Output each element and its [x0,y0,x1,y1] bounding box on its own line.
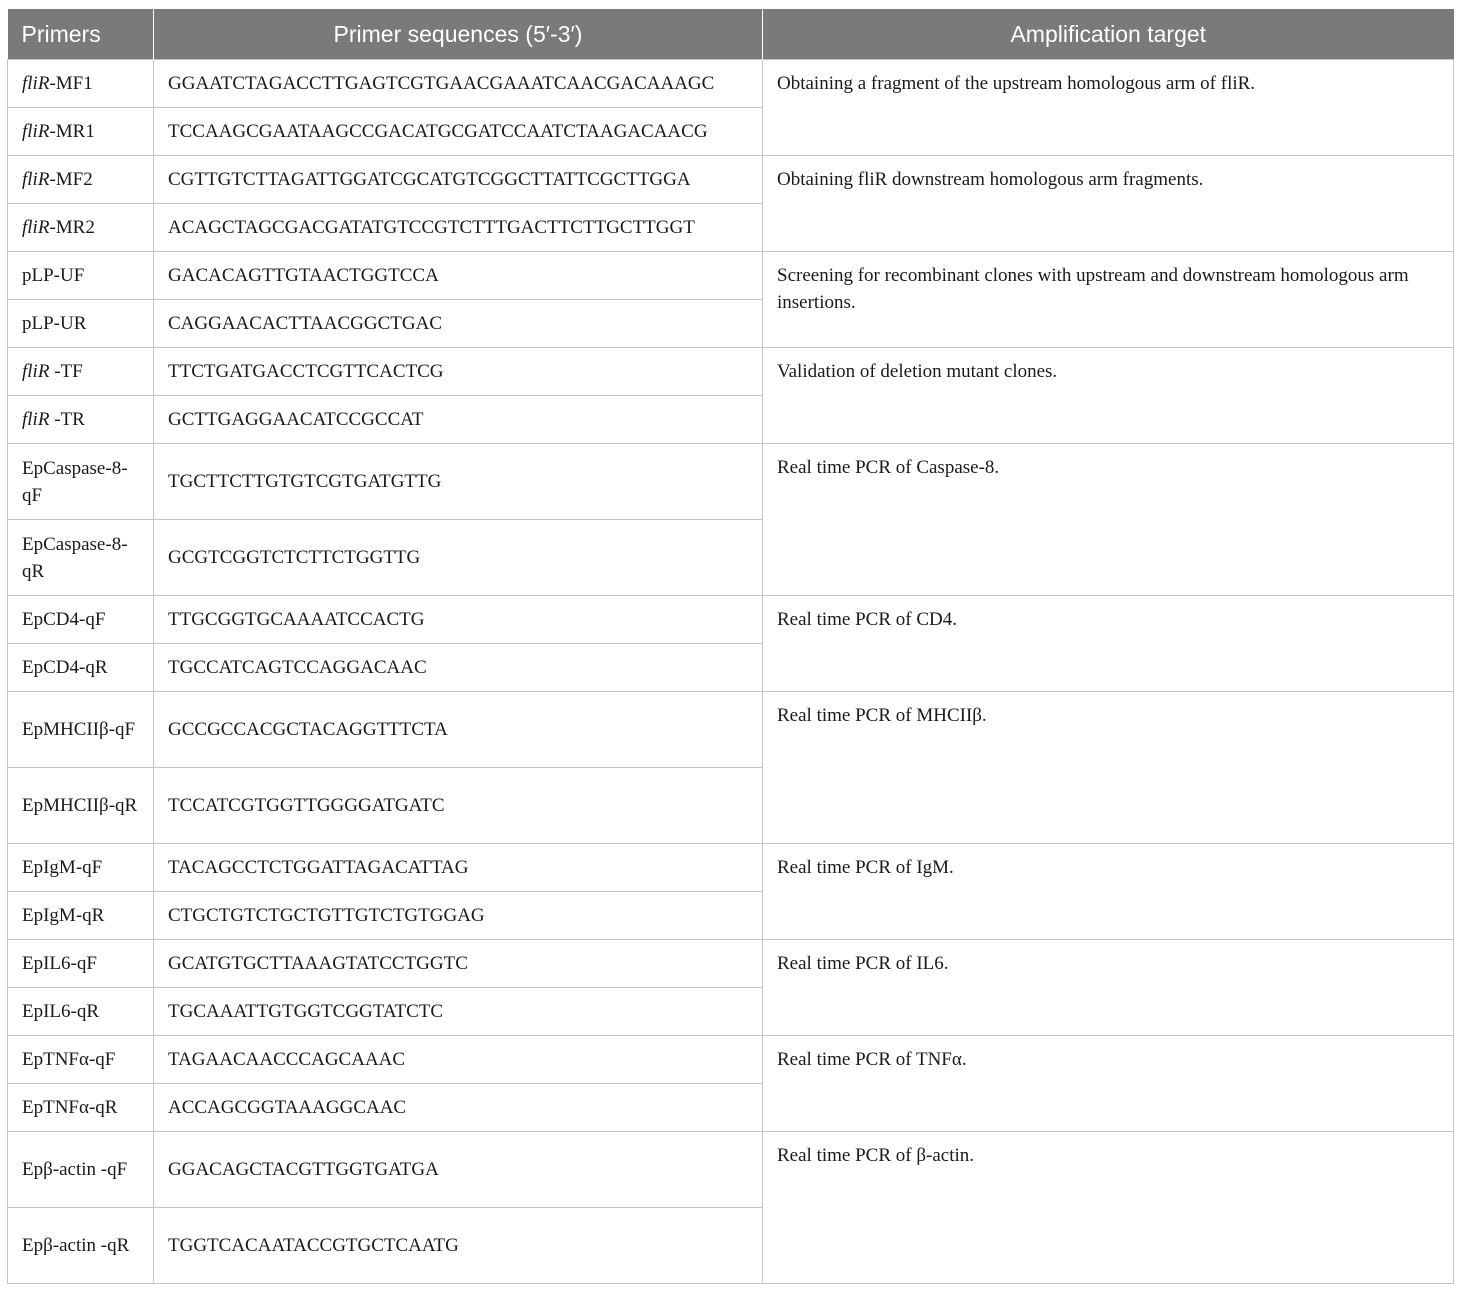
primer-name-suffix: EpMHCIIβ-qF [22,719,136,740]
amplification-target: Obtaining a fragment of the upstream homologous arm of fliR. [763,60,1454,156]
primer-name [8,108,154,156]
header-primers: Primers [8,9,154,60]
primer-sequence: GCATGTGCTTAAAGTATCCTGGTC [154,940,763,988]
primer-name-suffix: pLP-UF [22,265,85,286]
primer-name-suffix: EpCaspase-8-qR [22,533,128,582]
primer-name-suffix: Epβ-actin -qR [22,1235,130,1256]
primer-name [8,940,154,988]
primer-name-suffix: EpIL6-qF [22,953,97,974]
table-row [8,60,1454,108]
primer-name-suffix: EpIL6-qR [22,1001,100,1022]
primer-name [8,1036,154,1084]
primer-sequence: GGACAGCTACGTTGGTGATGA [154,1132,763,1208]
primer-name [8,1208,154,1284]
primer-name-gene: fliR [22,409,50,430]
primer-sequence: TAGAACAACCCAGCAAAC [154,1036,763,1084]
primer-table [7,9,1454,1284]
primer-name-suffix: -MR1 [49,121,95,142]
table-row [8,252,1454,300]
table-row [8,348,1454,396]
primer-name [8,1132,154,1208]
amplification-target: Real time PCR of Caspase-8. [763,444,1454,596]
table-row [8,444,1454,520]
primer-name [8,396,154,444]
primer-name [8,692,154,768]
primer-name-gene: fliR [22,169,50,190]
primer-name-suffix: EpCD4-qF [22,609,106,630]
table-row [8,1132,1454,1208]
primer-sequence: TGCAAATTGTGGTCGGTATCTC [154,988,763,1036]
primer-name-suffix: EpTNFα-qR [22,1097,118,1118]
primer-name-suffix: -MF1 [49,73,93,94]
primer-name-gene: fliR [22,217,50,238]
amplification-target: Real time PCR of CD4. [763,596,1454,692]
primer-sequence: GCGTCGGTCTCTTCTGGTTG [154,520,763,596]
table-row [8,692,1454,768]
primer-sequence: TCCATCGTGGTTGGGGATGATC [154,768,763,844]
primer-name [8,204,154,252]
primer-sequence: GACACAGTTGTAACTGGTCCA [154,252,763,300]
primer-name-suffix: EpIgM-qF [22,857,103,878]
primer-name [8,444,154,520]
table-row [8,596,1454,644]
amplification-target: Real time PCR of TNFα. [763,1036,1454,1132]
primer-name [8,768,154,844]
primer-sequence: CTGCTGTCTGCTGTTGTCTGTGGAG [154,892,763,940]
table-row [8,156,1454,204]
amplification-target: Real time PCR of IL6. [763,940,1454,1036]
table-row [8,1036,1454,1084]
amplification-target: Real time PCR of β-actin. [763,1132,1454,1284]
primer-sequence: GCCGCCACGCTACAGGTTTCTA [154,692,763,768]
primer-sequence: TTCTGATGACCTCGTTCACTCG [154,348,763,396]
header-target: Amplification target [763,9,1454,60]
primer-sequence: TGCCATCAGTCCAGGACAAC [154,644,763,692]
primer-sequence: TTGCGGTGCAAAATCCACTG [154,596,763,644]
primer-name-suffix: Epβ-actin -qF [22,1159,128,1180]
primer-name [8,348,154,396]
primer-name [8,596,154,644]
primer-sequence: TACAGCCTCTGGATTAGACATTAG [154,844,763,892]
primer-name-suffix: -TR [49,409,85,430]
amplification-target: Validation of deletion mutant clones. [763,348,1454,444]
primer-name [8,892,154,940]
primer-name-suffix: EpCaspase-8-qF [22,457,128,506]
primer-name [8,300,154,348]
primer-name [8,988,154,1036]
amplification-target: Screening for recombinant clones with upstream and downstream homologous arm insertions. [763,252,1454,348]
primer-sequence: CGTTGTCTTAGATTGGATCGCATGTCGGCTTATTCGCTTGGA [154,156,763,204]
amplification-target: Real time PCR of MHCIIβ. [763,692,1454,844]
primer-name-gene: fliR [22,73,50,94]
primer-name [8,1084,154,1132]
table-row [8,844,1454,892]
header-sequences: Primer sequences (5′-3′) [154,9,763,60]
primer-name [8,156,154,204]
primer-name-suffix: -TF [49,361,83,382]
primer-sequence: GCTTGAGGAACATCCGCCAT [154,396,763,444]
primer-name-suffix: EpCD4-qR [22,657,108,678]
primer-sequence: GGAATCTAGACCTTGAGTCGTGAACGAAATCAACGACAAAGC [154,60,763,108]
header-row [8,9,1454,60]
primer-sequence: TGGTCACAATACCGTGCTCAATG [154,1208,763,1284]
primer-name [8,644,154,692]
amplification-target: Obtaining fliR downstream homologous arm fragments. [763,156,1454,252]
primer-name-suffix: EpTNFα-qF [22,1049,116,1070]
primer-name-gene: fliR [22,121,50,142]
primer-name-suffix: pLP-UR [22,313,87,334]
primer-name-gene: fliR [22,361,50,382]
primer-sequence: ACCAGCGGTAAAGGCAAC [154,1084,763,1132]
primer-name-suffix: -MR2 [49,217,95,238]
primer-sequence: TGCTTCTTGTGTCGTGATGTTG [154,444,763,520]
table-row [8,940,1454,988]
primer-sequence: TCCAAGCGAATAAGCCGACATGCGATCCAATCTAAGACAACG [154,108,763,156]
primer-name-suffix: EpIgM-qR [22,905,105,926]
primer-sequence: CAGGAACACTTAACGGCTGAC [154,300,763,348]
amplification-target: Real time PCR of IgM. [763,844,1454,940]
primer-name [8,844,154,892]
primer-name [8,252,154,300]
primer-name [8,520,154,596]
primer-name-suffix: -MF2 [49,169,93,190]
primer-sequence: ACAGCTAGCGACGATATGTCCGTCTTTGACTTCTTGCTTGGT [154,204,763,252]
primer-name-suffix: EpMHCIIβ-qR [22,795,138,816]
primer-name [8,60,154,108]
